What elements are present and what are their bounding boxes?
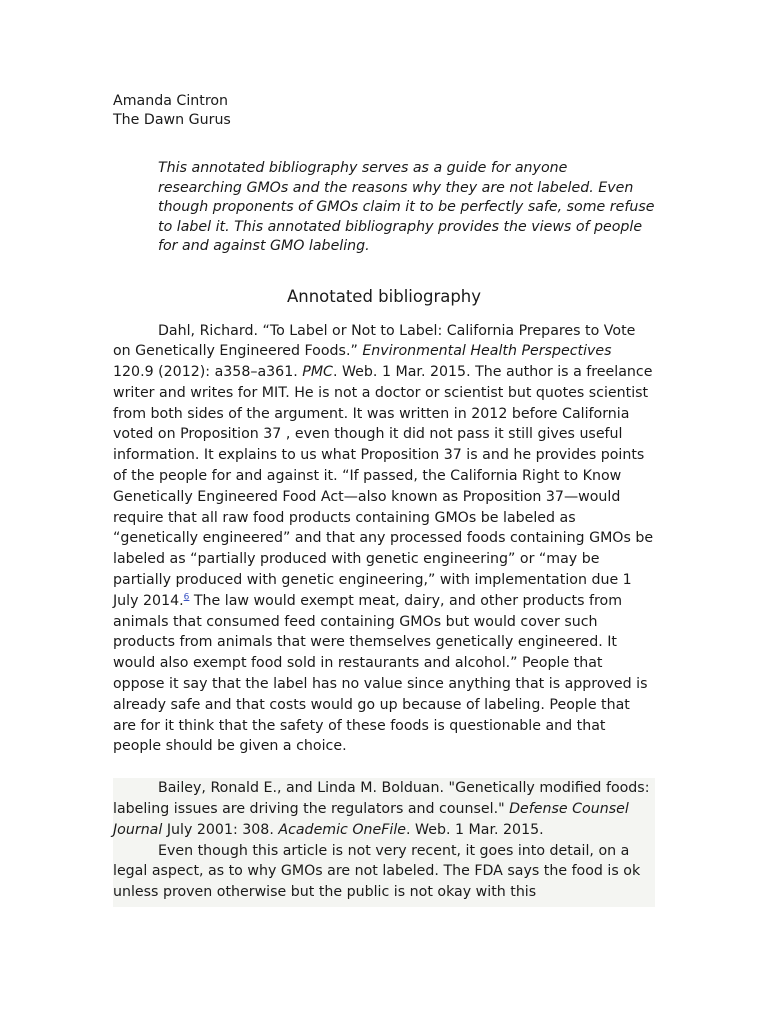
journal-title: Defense Counsel Journal	[113, 801, 629, 838]
team-name: The Dawn Gurus	[113, 112, 231, 128]
citation-text: . Web. 1 Mar. 2015.	[406, 821, 544, 838]
database-name: Academic OneFile	[278, 821, 407, 838]
journal-title: Environmental Health Perspectives	[362, 343, 612, 360]
author-name: Amanda Cintron	[113, 93, 229, 109]
citation-text: Dahl, Richard. “To Label or Not to Label: California Prepares to Vote on Genetically Engineered Foods.”	[113, 322, 636, 360]
citation-text: July 2001: 308.	[162, 821, 279, 838]
annotation-paragraph	[113, 841, 655, 903]
annotation-text: . Web. 1 Mar. 2015. The author is a freelance writer and writes for MIT. He is not a doctor or scientist but quotes scientist from both sides of the argument. It was written in 2012 before California voted on Proposition 37 , even though it did not pass it still gives useful information. It explains to us what Proposition 37 is and he provides points of the people for and against it. “If passed, the California Right to Know Genetically Engineered Food Act—also known as Proposition 37—would require that all raw food products containing GMOs be labeled as “genetically engineered” and that any processed foods containing GMOs be labeled as “partially produced with genetic engineering” or “may be partially produced with genetic engineering,” with implementation due 1 July 2014.	[113, 364, 654, 609]
author-block	[113, 92, 655, 130]
citation-text: Bailey, Ronald E., and Linda M. Bolduan. "Genetically modified foods: labeling issues are driving the regulators and counsel."	[113, 780, 650, 818]
database-name: PMC	[302, 364, 333, 381]
annotation-text: Even though this article is not very recent, it goes into detail, on a legal aspect, as to why GMOs are not labeled. The FDA says the food is ok unless proven otherwise but the public is not okay with this	[113, 842, 641, 901]
abstract-paragraph: This annotated bibliography serves as a guide for anyone researching GMOs and the reasons why they are not labeled. Even though proponents of GMOs claim it to be perfectly safe, some refuse to label it. This annotated bibliography provides the views of people for and against GMO labeling.	[158, 160, 655, 254]
bibliography-entry-dahl	[113, 321, 655, 758]
bibliography-entry-bailey	[113, 778, 655, 907]
page-title: Annotated bibliography	[286, 286, 482, 306]
annotation-text: The law would exempt meat, dairy, and other products from animals that consumed feed containing GMOs but would cover such products from animals that were themselves genetically engineered. It would also exempt food sold in restaurants and alcohol.” People that oppose it say that the label has no value since anything that is approved is already safe and that costs would go up because of labeling. People that are for it think that the safety of these foods is questionable and that people should be given a choice.	[113, 592, 648, 755]
citation-text: 120.9 (2012): a358–a361.	[113, 364, 303, 381]
footnote-link[interactable]: 6	[183, 592, 190, 603]
citation-line	[113, 778, 655, 840]
